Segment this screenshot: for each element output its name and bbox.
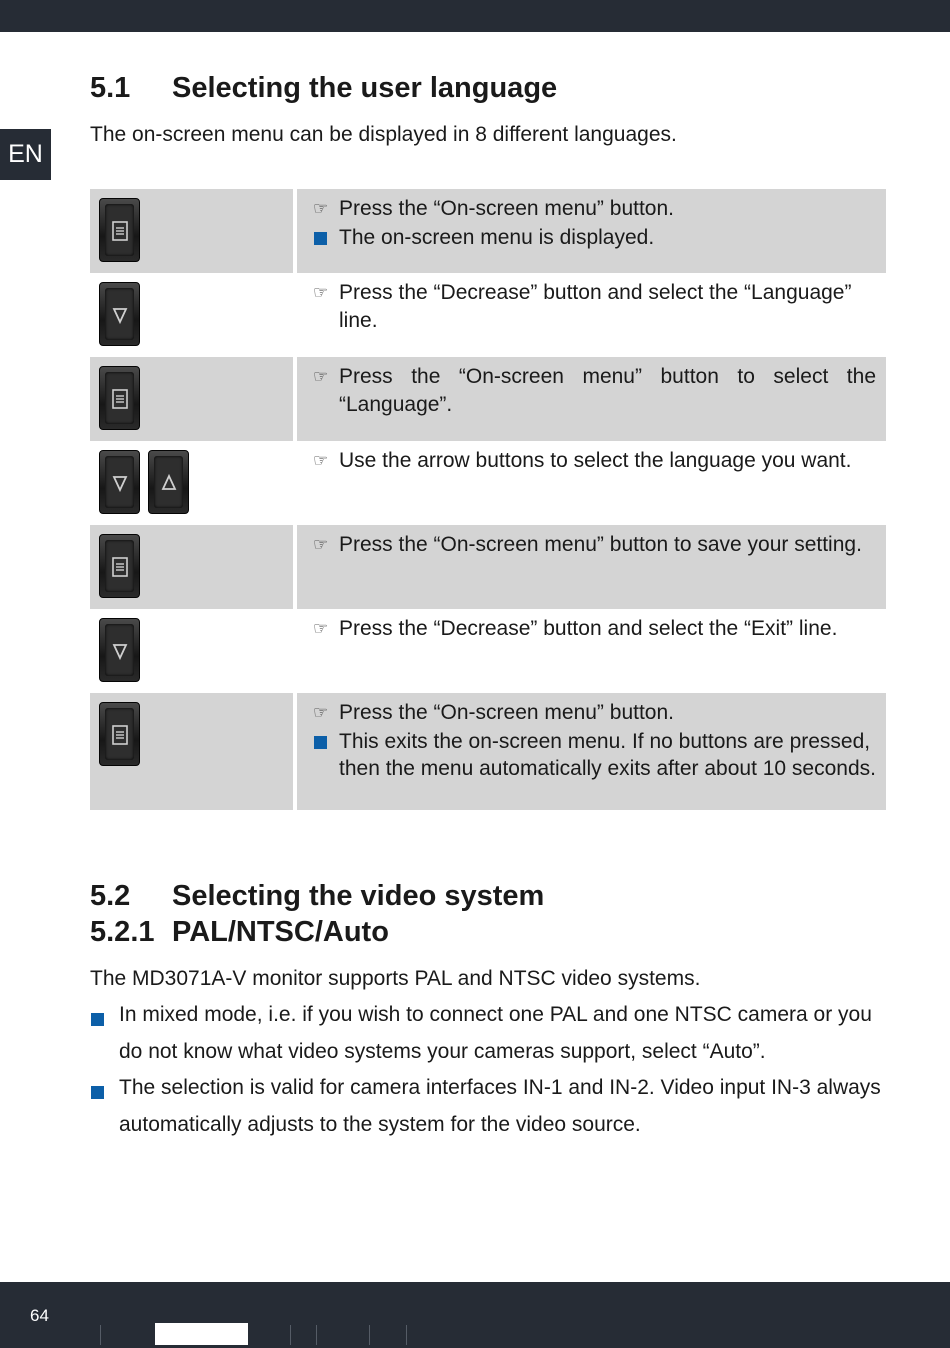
step-button-cell (90, 273, 293, 357)
step-row (90, 189, 886, 273)
pointing-hand-icon: ☞ (313, 535, 329, 554)
step-row (90, 525, 886, 609)
step-button-cell (90, 525, 293, 609)
step-text: Press the “Decrease” button and select the “Language” line. (339, 281, 852, 332)
step-row (90, 693, 886, 810)
result-square-icon (313, 224, 339, 252)
pointing-hand-icon: ☞ (313, 703, 329, 722)
step-text-cell (297, 609, 886, 693)
menu-button-icon (99, 198, 140, 262)
step-text-cell (297, 273, 886, 357)
step-text: Use the arrow buttons to select the language you want. (339, 449, 852, 472)
step-text: Press the “On-screen menu” button. (339, 701, 674, 724)
footer-tick (316, 1325, 317, 1345)
step-text-cell (297, 441, 886, 525)
step-line (313, 615, 876, 644)
language-tab: EN (0, 129, 51, 180)
step-button-cell (90, 441, 293, 525)
section-number: 5.1 (90, 72, 131, 104)
menu-button-icon (99, 702, 140, 766)
pointing-hand-icon: ☞ (313, 619, 329, 638)
step-text-cell (297, 525, 886, 609)
step-row (90, 609, 886, 693)
step-text: Press the “On-screen menu” button to select the “Language”. (339, 365, 876, 416)
step-button-cell (90, 357, 293, 441)
step-row (90, 441, 886, 525)
step-row (90, 273, 886, 357)
step-text: Press the “On-screen menu” button to save your setting. (339, 533, 862, 556)
menu-button-icon (99, 534, 140, 598)
step-line (313, 699, 876, 728)
step-line (313, 363, 876, 418)
step-line (313, 279, 876, 334)
down-arrow-button-icon (99, 282, 140, 346)
section-title: Selecting the video system (172, 880, 545, 912)
step-button-cell (90, 609, 293, 693)
step-button-cell (90, 693, 293, 810)
pointing-hand-icon: ☞ (313, 367, 329, 386)
section-heading-2 (90, 880, 544, 913)
section-title: Selecting the user language (172, 72, 558, 104)
step-text-cell (297, 357, 886, 441)
section-heading (90, 72, 557, 105)
subsection-heading (90, 916, 389, 949)
bullet-text: The selection is valid for camera interfaces IN-1 and IN-2. Video input IN-3 always automatically adjusts to the system for the video source. (119, 1076, 881, 1136)
footer-tick (290, 1325, 291, 1345)
steps-table (90, 189, 886, 810)
intro-text: The on-screen menu can be displayed in 8 different languages. (90, 123, 677, 146)
pointing-hand-icon: ☞ (313, 199, 329, 218)
bullet-square-icon (91, 1086, 104, 1099)
step-line (313, 728, 876, 783)
step-line (313, 447, 876, 476)
footer-marker (155, 1323, 248, 1345)
up-arrow-button-icon (148, 450, 189, 514)
pointing-hand-icon: ☞ (313, 283, 329, 302)
step-line (313, 224, 876, 252)
step-row (90, 357, 886, 441)
footer-tick (100, 1325, 101, 1345)
top-bar (0, 0, 950, 32)
subsection-title: PAL/NTSC/Auto (172, 916, 389, 948)
bullet-square-icon (91, 1013, 104, 1026)
footer-tick (369, 1325, 370, 1345)
section-number: 5.2 (90, 880, 131, 912)
video-body-text: The MD3071A-V monitor supports PAL and NTSC video systems. (90, 967, 701, 990)
page-number: 64 (30, 1306, 49, 1325)
bullet-text: In mixed mode, i.e. if you wish to connect one PAL and one NTSC camera or you do not know what video systems your cameras support, select “Auto”. (119, 1003, 872, 1063)
down-arrow-button-icon (99, 450, 140, 514)
step-line (313, 195, 876, 224)
step-text: Press the “On-screen menu” button. (339, 197, 674, 220)
step-text-cell (297, 693, 886, 810)
menu-button-icon (99, 366, 140, 430)
footer-bar (0, 1282, 950, 1348)
down-arrow-button-icon (99, 618, 140, 682)
pointing-hand-icon: ☞ (313, 451, 329, 470)
footer-tick (406, 1325, 407, 1345)
result-square-icon (313, 728, 339, 783)
subsection-number: 5.2.1 (90, 916, 155, 948)
step-text: The on-screen menu is displayed. (339, 225, 655, 249)
step-button-cell (90, 189, 293, 273)
step-text: Press the “Decrease” button and select the “Exit” line. (339, 617, 838, 640)
step-text-cell (297, 189, 886, 273)
step-text: This exits the on-screen menu. If no buttons are pressed, then the menu automatically exits after about 10 seconds. (339, 729, 876, 780)
step-line (313, 531, 876, 560)
